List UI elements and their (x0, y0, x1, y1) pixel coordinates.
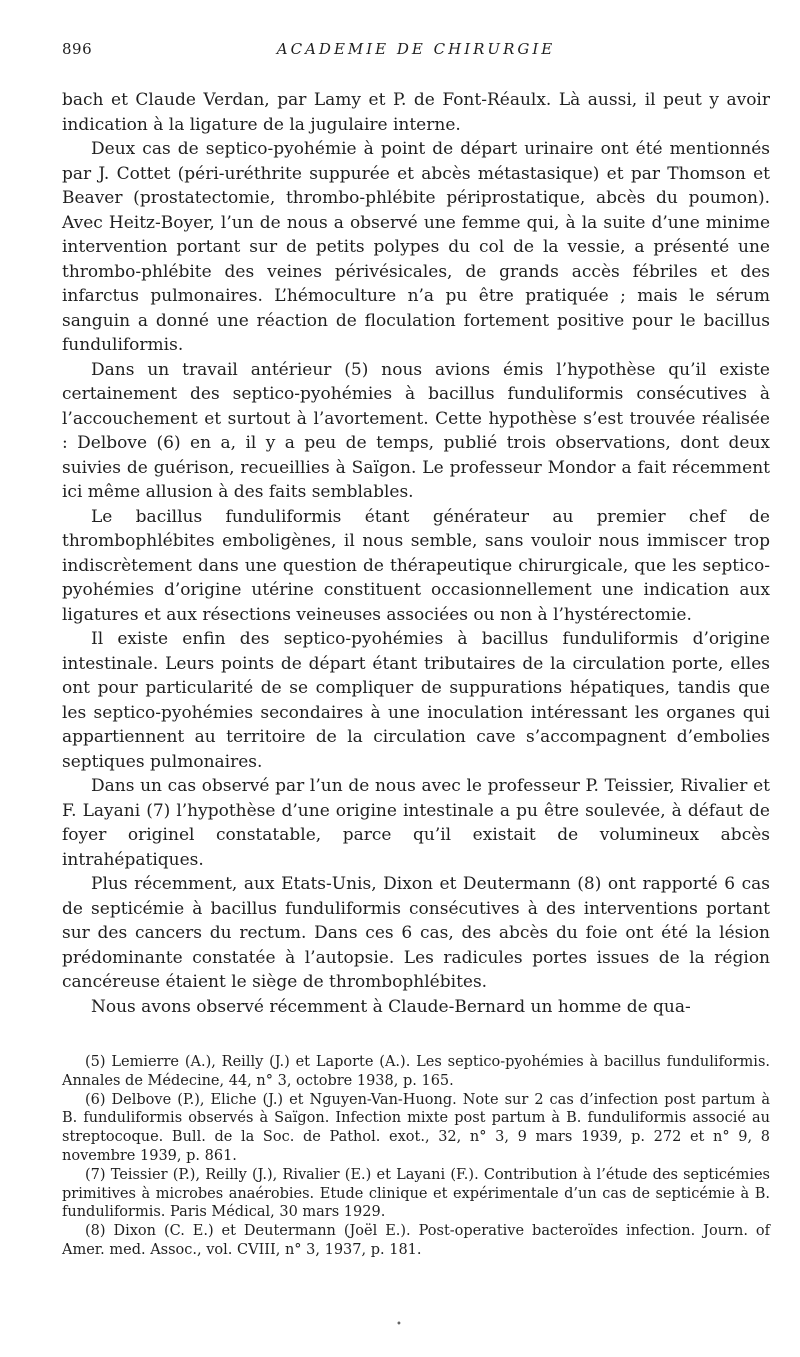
footnote: (7) Teissier (P.), Reilly (J.), Rivalier (E.) et Layani (F.). Contribution à l’étude des septicémies primitives à microbes anaérobies. Etude clinique et expérimentale d’un cas de septicémie à B. funduliformis. Paris Médical, 30 mars 1929. (62, 1166, 770, 1221)
running-title: ACADEMIE DE CHIRURGIE (276, 40, 556, 58)
page-speck: • (396, 1319, 402, 1330)
paragraph: Dans un travail antérieur (5) nous avions émis l’hypothèse qu’il existe certainement des septico-pyohémies à bacillus funduliformis consécutives à l’accouchement et surtout à l’avortement. Cette hypothèse s’est trouvée réalisée : Delbove (6) en a, il y a peu de temps, publié trois observations, dont deux suivies de guérison, recueillies à Saïgon. Le professeur Mondor a fait récemment ici même allusion à des faits semblables. (62, 359, 770, 502)
footnote: (5) Lemierre (A.), Reilly (J.) et Laporte (A.). Les septico-pyohémies à bacillus funduliformis. Annales de Médecine, 44, n° 3, octobre 1938, p. 165. (62, 1054, 770, 1089)
footnote: (8) Dixon (C. E.) et Deutermann (Joël E.). Post-operative bacteroïdes infection. Journ. of Amer. med. Assoc., vol. CVIII, n° 3, 1937, p. 181. (62, 1223, 770, 1258)
book-page (62, 40, 770, 1260)
page-number: 896 (62, 40, 93, 58)
paragraph: Deux cas de septico-pyohémie à point de départ urinaire ont été mentionnés par J. Cottet (péri-uréthrite suppurée et abcès métastasique) et par Thomson et Beaver (prostatectomie, thrombo-phlébite périprostatique, abcès du poumon). Avec Heitz-Boyer, l’un de nous a observé une femme qui, à la suite d’une minime intervention portant sur de petits polypes du col de la vessie, a présenté une thrombo-phlébite des veines périvésicales, de grands accès fébriles et des infarctus pulmonaires. L’hémoculture n’a pu être pratiquée ; mais le sérum sanguin a donné une réaction de floculation fortement positive pour le bacillus funduliformis. (62, 139, 770, 355)
paragraph: Nous avons observé récemment à Claude-Bernard un homme de qua- (91, 996, 691, 1017)
paragraph: Dans un cas observé par l’un de nous avec le professeur P. Teissier, Rivalier et F. Layani (7) l’hypothèse d’une origine intestinale a pu être soulevée, à défaut de foyer originel constatable, parce qu’il existait de volumineux abcès intrahépatiques. (62, 776, 770, 870)
footnote: (6) Delbove (P.), Eliche (J.) et Nguyen-Van-Huong. Note sur 2 cas d’infection post partum à B. funduliformis observés à Saïgon. Infection mixte post partum à B. funduliformis associé au streptocoque. Bull. de la Soc. de Pathol. exot., 32, n° 3, 9 mars 1939, p. 272 et n° 9, 8 novembre 1939, p. 861. (62, 1091, 770, 1164)
page-header (62, 40, 770, 68)
paragraph: Il existe enfin des septico-pyohémies à bacillus funduliformis d’origine intestinale. Leurs points de départ étant tributaires de la circulation porte, elles ont pour particularité de se compliquer de suppurations hépatiques, tandis que les septico-pyohémies secondaires à une inoculation intéressant les organes qui appartiennent au territoire de la circulation cave s’accompagnent d’embolies septiques pulmonaires. (62, 629, 770, 772)
paragraph: Le bacillus funduliformis étant générateur au premier chef de thrombophlébites emboligènes, il nous semble, sans vouloir nous immiscer trop indiscrètement dans une question de thérapeutique chirurgicale, que les septico-pyohémies d’origine utérine constituent occasionnellement une indication aux ligatures et aux résections veineuses associées ou non à l’hystérectomie. (62, 506, 770, 625)
paragraph: Plus récemment, aux Etats-Unis, Dixon et Deutermann (8) ont rapporté 6 cas de septicémie à bacillus funduliformis consécutives à des interventions portant sur des cancers du rectum. Dans ces 6 cas, des abcès du foie ont été la lésion prédominante constatée à l’autopsie. Les radicules portes issues de la région cancéreuse étaient le siège de thrombophlébites. (62, 874, 770, 992)
paragraph: bach et Claude Verdan, par Lamy et P. de Font-Réaulx. Là aussi, il peut y avoir indication à la ligature de la jugulaire interne. (62, 90, 770, 135)
footnotes (62, 1053, 770, 1260)
body-text (62, 88, 770, 1019)
